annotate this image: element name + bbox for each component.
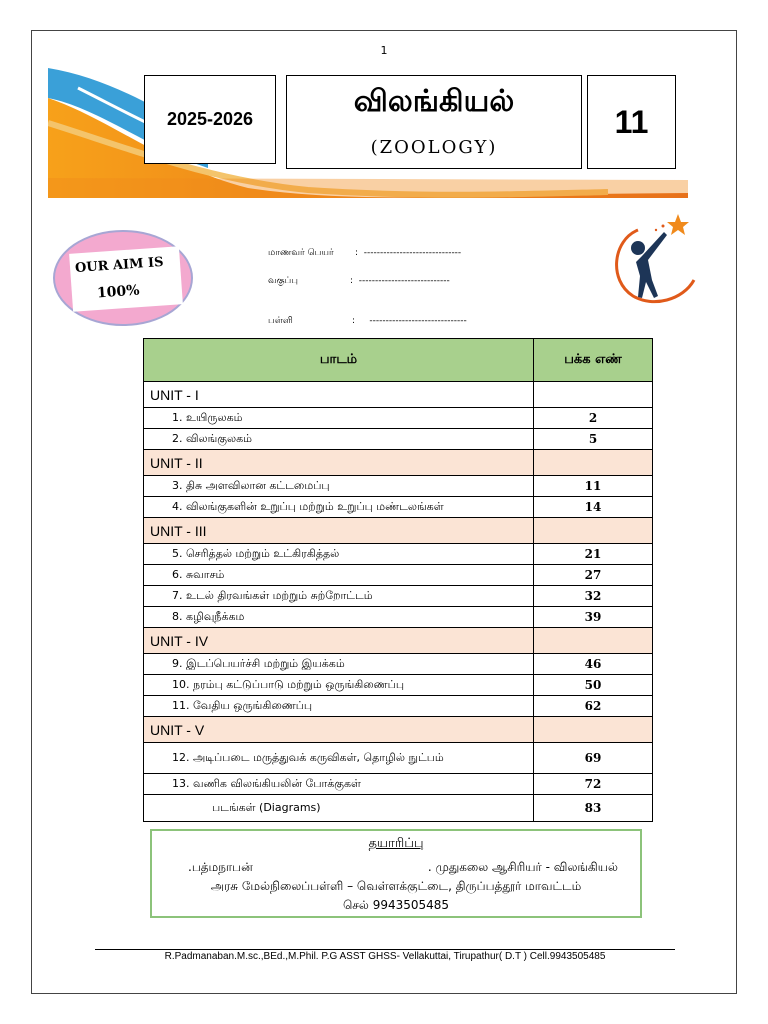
toc-unit-row [144,382,653,408]
aim-line-1: OUR AIM IS [74,254,164,277]
field-class-label: வகுப்பு [268,276,298,286]
page-footer: R.Padmanaban.M.sc.,BEd.,M.Phil. P.G ASST GHSS- Vellakuttai, Tirupathur( D.T ) Cell.9943505485 [95,949,675,962]
toc-label: 8. கழிவுநீக்கம [144,607,534,628]
toc-label: UNIT - V [144,717,534,743]
toc-chapter-row [144,743,653,774]
toc-label: 2. விலங்குலகம் [144,429,534,450]
toc-label: UNIT - III [144,518,534,544]
author-line [152,860,640,876]
toc-chapter-row [144,586,653,607]
toc-chapter-row [144,408,653,429]
toc-page-number [534,450,653,476]
toc-page-number: 46 [534,654,653,675]
prepared-by-heading: தயாரிப்பு [368,836,424,851]
toc-label: 3. திசு அளவிலான கட்டமைப்பு [144,476,534,497]
toc-page-number: 72 [534,774,653,795]
author-school: அரசு மேல்நிலைப்பள்ளி – வெள்ளக்குட்டை, திருப்பத்தூர் மாவட்டம் [210,879,582,893]
field-student-name-label: மாணவர் பெயர் [268,248,334,258]
toc-page-number: 21 [534,544,653,565]
toc-page-number: 2 [534,408,653,429]
toc-label: 11. வேதிய ஒருங்கிணைப்பு [144,696,534,717]
toc-chapter-row [144,607,653,628]
field-student-name-line: : ------------------------------ [355,248,462,258]
toc-label: 6. சுவாசம் [144,565,534,586]
title-english: (ZOOLOGY) [370,137,498,158]
toc-header-page: பக்க எண் [534,339,653,382]
aim-badge [53,230,193,326]
toc-page-number: 32 [534,586,653,607]
toc-chapter-row [144,654,653,675]
toc-label: UNIT - I [144,382,534,408]
toc-page-number: 5 [534,429,653,450]
page-number: 1 [380,44,388,57]
toc-chapter-row [144,696,653,717]
toc-label: 4. விலங்குகளின் உறுப்பு மற்றும் உறுப்பு மண்டலங்கள் [144,497,534,518]
toc-label: 1. உயிருலகம் [144,408,534,429]
toc-header-row [144,339,653,382]
toc-label: 10. நரம்பு கட்டுப்பாடு மற்றும் ஒருங்கிணைப்பு [144,675,534,696]
toc-page-number [534,717,653,743]
toc-chapter-row [144,429,653,450]
toc-label: UNIT - II [144,450,534,476]
author-phone: செல் 9943505485 [342,898,450,912]
toc-page-number: 11 [534,476,653,497]
field-school-line: : ------------------------------ [352,316,467,326]
toc-page-number: 14 [534,497,653,518]
author-designation: . முதுகலை ஆசிரியர் - விலங்கியல் [427,860,618,874]
toc-chapter-row [144,774,653,795]
toc-page-number [534,628,653,654]
author-name: .பத்மநாபன் [188,860,253,874]
toc-label: 9. இடப்பெயர்ச்சி மற்றும் இயக்கம் [144,654,534,675]
aim-line-2: 100% [96,282,141,302]
toc-label: 12. அடிப்படை மருத்துவக் கருவிகள், தொழில் நுட்பம் [144,743,534,774]
toc-header-subject: பாடம் [144,339,534,382]
toc-page-number: 27 [534,565,653,586]
aim-card [69,246,183,312]
toc-label: 5. செரித்தல் மற்றும் உட்கிரகித்தல் [144,544,534,565]
child-star-logo [608,210,700,306]
toc-chapter-row [144,675,653,696]
toc-label: 13. வணிக விலங்கியலின் போக்குகள் [144,774,534,795]
toc-page-number [534,518,653,544]
toc-page-number: 50 [534,675,653,696]
toc-chapter-row [144,476,653,497]
toc-diagrams-row [144,795,653,822]
toc-label: 7. உடல் திரவங்கள் மற்றும் சுற்றோட்டம் [144,586,534,607]
toc-page-number: 69 [534,743,653,774]
toc-label: படங்கள் (Diagrams) [144,795,534,822]
toc-unit-row [144,717,653,743]
title-tamil: விலங்கியல் [353,84,515,119]
toc-page-number: 62 [534,696,653,717]
field-school-label: பள்ளி [268,316,293,326]
toc-label: UNIT - IV [144,628,534,654]
field-class-line: : ---------------------------- [350,276,450,286]
table-of-contents [143,338,653,822]
toc-page-number [534,382,653,408]
toc-unit-row [144,518,653,544]
toc-chapter-row [144,565,653,586]
toc-unit-row [144,450,653,476]
toc-unit-row [144,628,653,654]
title-box [286,75,582,169]
toc-chapter-row [144,544,653,565]
toc-page-number: 83 [534,795,653,822]
toc-page-number: 39 [534,607,653,628]
toc-body [144,382,653,822]
grade-box: 11 [587,75,676,169]
toc-chapter-row [144,497,653,518]
academic-year-box: 2025-2026 [144,75,276,164]
prepared-by-box [150,829,642,918]
